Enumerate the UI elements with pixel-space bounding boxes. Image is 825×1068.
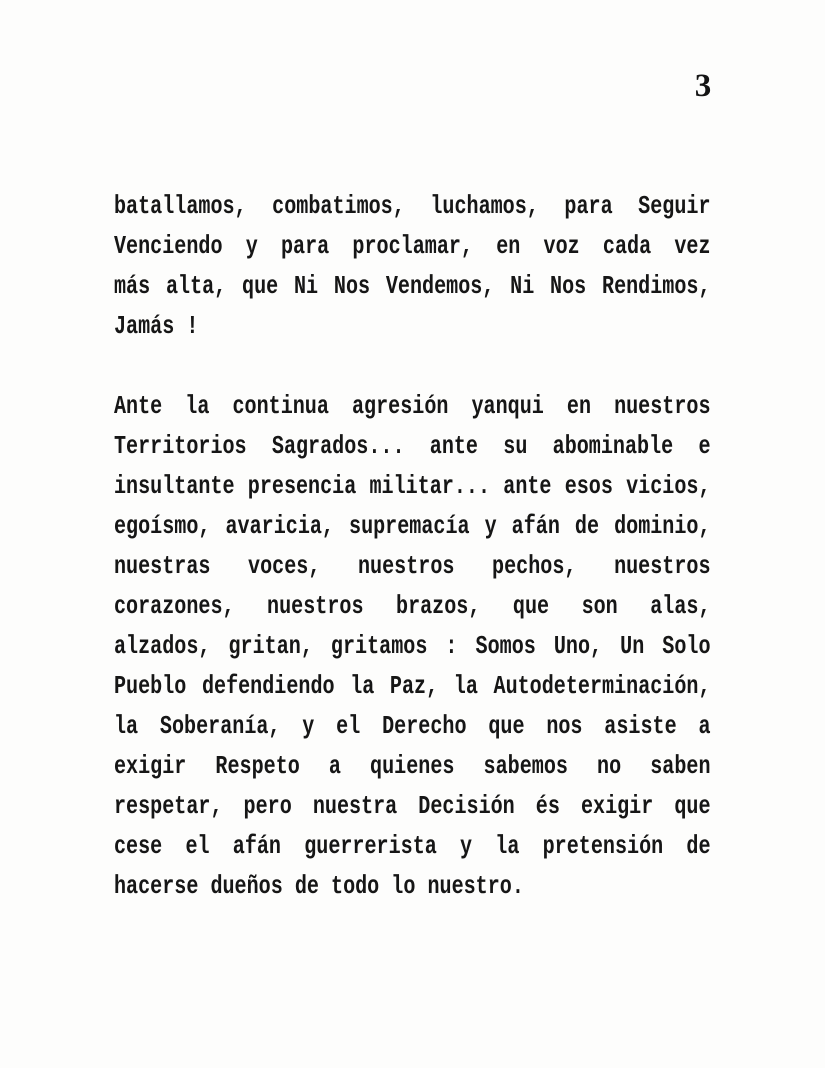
text-line: batallamos, combatimos, luchamos, para Seguir	[114, 191, 711, 221]
text-line: Jamás !	[114, 311, 199, 341]
text-line: nuestras voces, nuestros pechos, nuestros	[114, 551, 711, 581]
text-line: Pueblo defendiendo la Paz, la Autodeterminación,	[114, 671, 711, 701]
paragraph-1	[114, 186, 711, 346]
text-line: Venciendo y para proclamar, en voz cada vez	[114, 231, 711, 261]
text-line: insultante presencia militar... ante esos vicios,	[114, 471, 711, 501]
text-line: respetar, pero nuestra Decisión és exigir que	[114, 791, 711, 821]
text-line: exigir Respeto a quienes sabemos no saben	[114, 751, 711, 781]
document-body-text	[114, 186, 711, 906]
text-line: hacerse dueños de todo lo nuestro.	[114, 871, 524, 901]
text-line: más alta, que Ni Nos Vendemos, Ni Nos Rendimos,	[114, 271, 711, 301]
text-line: alzados, gritan, gritamos : Somos Uno, Un Solo	[114, 631, 711, 661]
paragraph-2	[114, 386, 711, 906]
text-line: la Soberanía, y el Derecho que nos asiste a	[114, 711, 711, 741]
text-line: cese el afán guerrerista y la pretensión de	[114, 831, 711, 861]
text-line: Territorios Sagrados... ante su abominable e	[114, 431, 711, 461]
text-line: egoísmo, avaricia, supremacía y afán de dominio,	[114, 511, 711, 541]
text-line: corazones, nuestros brazos, que son alas,	[114, 591, 711, 621]
page-number: 3	[694, 68, 712, 104]
text-line: Ante la continua agresión yanqui en nuestros	[114, 391, 711, 421]
